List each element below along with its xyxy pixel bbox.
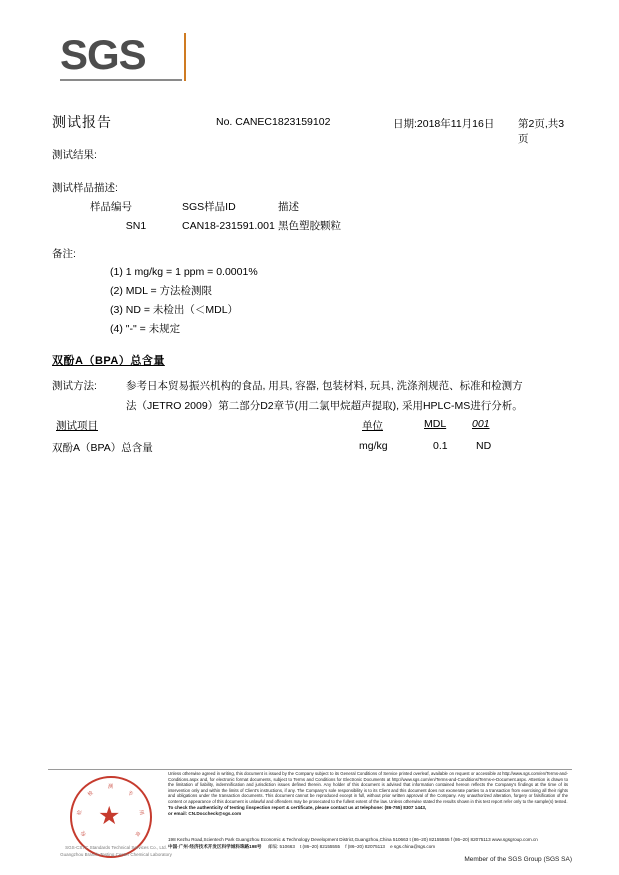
results-col-unit: 单位 xyxy=(362,420,383,432)
footer-address-en: 198 Kezhu Road,Scientech Park Guangzhou Economic & Technology Development District,Guangzhou,China 510663 t (86–20) 82155555 f (86–20) 82075113 www.sgsgroup.com.cn xyxy=(168,837,538,842)
results-col-item: 测试项目 xyxy=(56,420,98,432)
results-intro: 测试结果: xyxy=(52,149,97,161)
report-content xyxy=(48,0,572,875)
footer-fax: f (86–20) 82075113 xyxy=(345,844,385,850)
stamp-ring-text: 检 验 检 测 专 用 章 xyxy=(77,784,144,837)
cell-description: 黑色塑胶颗粒 xyxy=(278,220,341,232)
sgs-logo-text: SGS xyxy=(60,31,146,78)
col-sample-no: 样品编号 xyxy=(90,201,132,213)
bpa-section-title: 双酚A（BPA）总含量 xyxy=(52,355,165,367)
stamp-caption: SGS-CSTC Standards Technical Services Co., Ltd. Guangzhou Branch Testing Center Chemical Laboratory xyxy=(60,845,172,857)
table-header-row xyxy=(90,199,438,218)
report-number: No. CANEC1823159102 xyxy=(216,116,331,128)
method-text-line-2: 法（JETRO 2009）第二部分D2章节(用二氯甲烷超声提取), 采用HPLC-MS进行分析。 xyxy=(126,400,523,412)
sample-description-label: 测试样品描述: xyxy=(52,182,118,194)
method-text-line-1: 参考日本贸易振兴机构的食品, 用具, 容器, 包装材料, 玩具, 洗涤剂规范、标准和检测方 xyxy=(126,380,523,392)
logo-orange-bar xyxy=(184,33,186,81)
notes-label: 备注: xyxy=(52,248,76,260)
footer-postcode: 邮编: 510663 xyxy=(267,844,295,850)
table-row xyxy=(90,218,438,233)
sample-table xyxy=(90,199,438,233)
results-table xyxy=(52,418,548,458)
results-header-row xyxy=(52,418,548,436)
table-row xyxy=(52,440,548,458)
sgs-logo xyxy=(60,33,180,85)
footer-email: e sgs.china@sgs.com xyxy=(390,844,436,850)
results-col-sample: 001 xyxy=(472,418,490,430)
method-text xyxy=(126,376,546,416)
notes-list xyxy=(110,263,258,339)
results-cell-mdl: 0.1 xyxy=(433,440,448,452)
results-cell-value: ND xyxy=(476,440,492,452)
results-col-mdl: MDL xyxy=(424,418,447,430)
report-date: 日期:2018年11月16日 xyxy=(393,118,495,130)
cell-sgs-id: CAN18-231591.001 xyxy=(182,219,275,232)
footer-address xyxy=(168,836,568,851)
col-sgs-id: SGS样品ID xyxy=(182,201,236,213)
col-description: 描述 xyxy=(278,201,299,213)
footer-address-cn-row xyxy=(168,843,568,850)
results-cell-unit: mg/kg xyxy=(359,440,388,452)
cell-sample-no: SN1 xyxy=(125,219,147,232)
method-label: 测试方法: xyxy=(52,380,97,392)
footer-member-text: Member of the SGS Group (SGS SA) xyxy=(464,856,572,863)
list-item: (3) ND = 未检出（＜MDL） xyxy=(110,304,239,316)
footer-check-line-1: To check the authenticity of testing /inspection report & certificate, please contact us at telephone: (86-755) 8307 1443, xyxy=(168,804,427,810)
footer-check-line-2: or email: CN.Doccheck@sgs.com xyxy=(168,810,242,816)
footer-legal-text xyxy=(168,771,568,817)
list-item: (1) 1 mg/kg = 1 ppm = 0.0001% xyxy=(110,266,258,278)
footer-address-cn: 中国·广州·经济技术开发区科学城科珠路198号 xyxy=(168,844,262,850)
legal-paragraph: Unless otherwise agreed in writing, this document is issued by the Company subject to its General Conditions of Service printed overleaf, available on request or accessible at http://www.sgs.com/en/Terms-and-Conditions.aspx and, for electronic format documents, subject to Terms and Conditions for Electronic Documents at http://www.sgs.com/en/Terms-and-Conditions/Terms-e-Document.aspx. Attention is drawn to the limitation of liability, indemnification and jurisdiction issues defined therein. Any holder of this document is advised that information contained hereon reflects the Company's findings at the time of its intervention only and within the limits of Client's instructions, if any. The Company's sole responsibility is to its Client and this document does not exonerate parties to a transaction from exercising all their rights and obligations under the transaction documents. This document cannot be reproduced except in full, without prior written approval of the Company. Any unauthorized alteration, forgery or falsification of the content or appearance of this document is unlawful and offenders may be prosecuted to the fullest extent of the law. Unless otherwise stated the results shown in this test report refer only to the sample(s) tested. xyxy=(168,771,568,804)
footer-telephone: t (86–20) 82155555 xyxy=(300,844,341,850)
page-title: 测试报告 xyxy=(52,114,112,130)
star-icon: ★ xyxy=(98,802,121,830)
logo-underline xyxy=(60,79,182,81)
page-indicator: 第2页,共3页 xyxy=(518,118,565,145)
list-item: (4) "-" = 未规定 xyxy=(110,323,181,335)
list-item: (2) MDL = 方法检测限 xyxy=(110,285,212,297)
results-cell-item: 双酚A（BPA）总含量 xyxy=(52,442,153,454)
company-stamp xyxy=(60,770,170,862)
